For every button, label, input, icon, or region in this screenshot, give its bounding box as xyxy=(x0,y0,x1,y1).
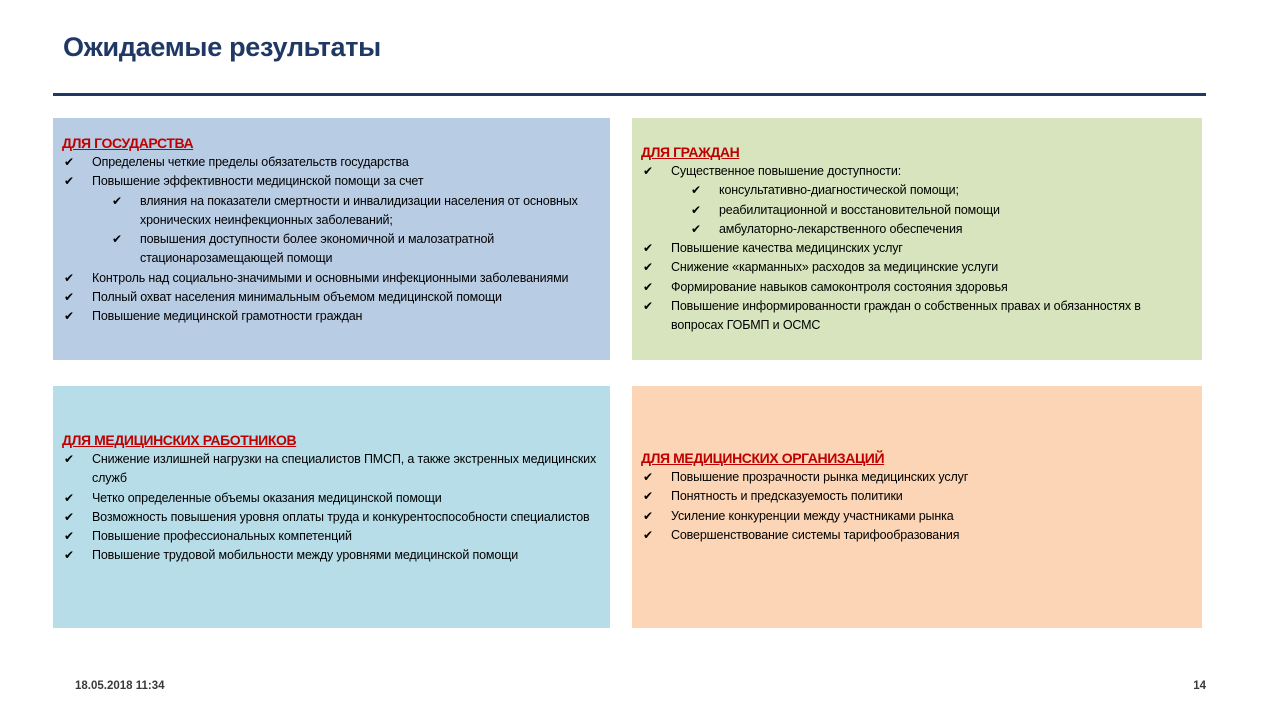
panel-heading-orgs: ДЛЯ МЕДИЦИНСКИХ ОРГАНИЗАЦИЙ xyxy=(641,450,885,466)
list-item: ✔ Повышение профессиональных компетенций xyxy=(62,527,600,546)
panel-heading-state: ДЛЯ ГОСУДАРСТВА xyxy=(62,135,194,151)
footer-date: 18.05.2018 11:34 xyxy=(75,680,165,692)
panel-heading-workers: ДЛЯ МЕДИЦИНСКИХ РАБОТНИКОВ xyxy=(62,432,297,448)
panel-citizens xyxy=(632,118,1202,360)
list-subitem: ✔ влияния на показатели смертности и инвалидизации населения от основных хронических неинфекционных заболеваний; xyxy=(62,192,600,231)
list-item: ✔ Усиление конкуренции между участниками рынка xyxy=(641,507,1192,526)
list-subitem: ✔ реабилитационной и восстановительной помощи xyxy=(641,201,1192,220)
list-item: ✔ Повышение информированности граждан о собственных правах и обязанностях в вопросах ГОБМП и ОСМС xyxy=(641,297,1192,336)
list-item: ✔ Совершенствование системы тарифообразования xyxy=(641,526,1192,545)
panel-state xyxy=(53,118,610,360)
slide-title: Ожидаемые результаты xyxy=(63,32,381,62)
list-item: ✔ Понятность и предсказуемость политики xyxy=(641,487,1192,506)
panel-medical-organizations xyxy=(632,386,1202,628)
orgs-list xyxy=(641,468,1192,545)
workers-list xyxy=(62,450,600,566)
list-subitem: ✔ консультативно-диагностической помощи; xyxy=(641,181,1192,200)
list-item: ✔ Формирование навыков самоконтроля состояния здоровья xyxy=(641,278,1192,297)
list-item: ✔ Определены четкие пределы обязательств государства xyxy=(62,153,600,172)
state-list xyxy=(62,153,600,327)
list-item: ✔ Существенное повышение доступности: xyxy=(641,162,1192,181)
list-item: ✔ Снижение «карманных» расходов за медицинские услуги xyxy=(641,258,1192,277)
list-subitem: ✔ повышения доступности более экономичной и малозатратной стационарозамещающей помощи xyxy=(62,230,600,269)
title-divider xyxy=(53,93,1206,96)
list-item: ✔ Повышение прозрачности рынка медицинских услуг xyxy=(641,468,1192,487)
panel-medical-workers xyxy=(53,386,610,628)
list-item: ✔ Снижение излишней нагрузки на специалистов ПМСП, а также экстренных медицинских служб xyxy=(62,450,600,489)
citizens-list xyxy=(641,162,1192,336)
list-item: ✔ Полный охват населения минимальным объемом медицинской помощи xyxy=(62,288,600,307)
list-item: ✔ Контроль над социально-значимыми и основными инфекционными заболеваниями xyxy=(62,269,600,288)
panel-heading-citizens: ДЛЯ ГРАЖДАН xyxy=(641,144,740,160)
list-item: ✔ Повышение медицинской грамотности граждан xyxy=(62,307,600,326)
list-subitem: ✔ амбулаторно-лекарственного обеспечения xyxy=(641,220,1192,239)
page-number: 14 xyxy=(1193,680,1206,692)
list-item: ✔ Повышение эффективности медицинской помощи за счет xyxy=(62,172,600,191)
list-item: ✔ Четко определенные объемы оказания медицинской помощи xyxy=(62,489,600,508)
list-item: ✔ Возможность повышения уровня оплаты труда и конкурентоспособности специалистов xyxy=(62,508,600,527)
list-item: ✔ Повышение трудовой мобильности между уровнями медицинской помощи xyxy=(62,546,600,565)
list-item: ✔ Повышение качества медицинских услуг xyxy=(641,239,1192,258)
